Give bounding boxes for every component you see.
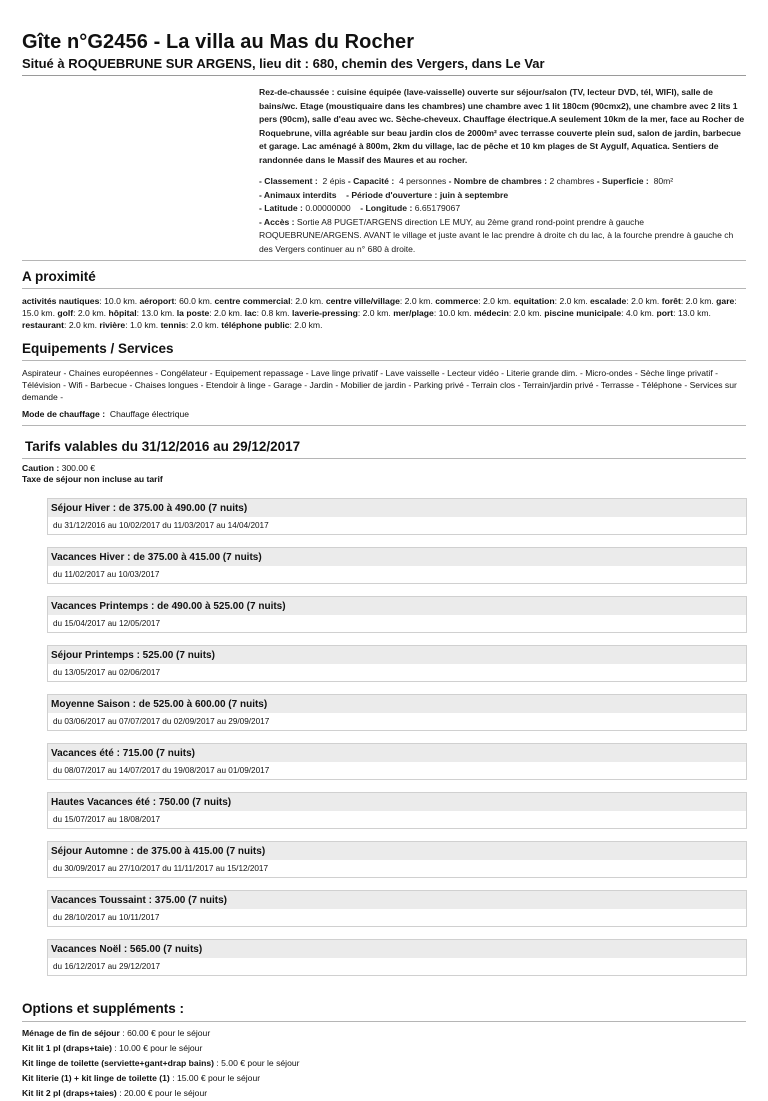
proximite-item-label: mer/plage: [393, 308, 434, 318]
page-title: Gîte n°G2456 - La villa au Mas du Rocher: [22, 31, 415, 53]
acces-label: - Accès :: [259, 216, 295, 227]
option-label: Ménage de fin de séjour: [22, 1028, 120, 1038]
tarif-period: [47, 939, 747, 976]
proximite-item-label: la poste: [176, 308, 210, 318]
tarifs-divider: [22, 458, 746, 459]
header-divider: [22, 75, 746, 76]
tarif-period-dates: du 11/02/2017 au 10/03/2017: [48, 566, 746, 583]
proximite-item-value: 2.0 km.: [77, 308, 107, 318]
proximite-item: forêt: 2.0 km.: [661, 296, 714, 306]
proximite-item-label: hôpital: [108, 308, 137, 318]
superficie-value: 80m²: [653, 176, 674, 186]
option-item: [22, 1071, 746, 1086]
longitude-value: 6.65179067: [414, 203, 461, 213]
tarif-period: [47, 498, 747, 535]
proximite-item: tennis: 2.0 km.: [160, 320, 219, 330]
longitude-label: - Longitude :: [360, 203, 413, 213]
specs-line-2: [259, 189, 746, 203]
capacite-value: 4 personnes: [398, 176, 447, 186]
acces-value: Sortie A8 PUGET/ARGENS direction LE MUY, au 2ème grand rond-point prendre à gauche ROQUEBRUNE/ARGENS. AVANT le village et juste avant le lac prendre à droite ch du lac, à la fourche prendre à gauche ch des Vergers continuer au n° 680 à droite.: [259, 216, 734, 254]
proximite-item-value: 4.0 km.: [625, 308, 655, 318]
proximite-divider: [22, 288, 746, 289]
capacite-label: - Capacité :: [347, 176, 395, 186]
proximite-item-label: activités nautiques: [22, 296, 100, 306]
options-divider: [22, 1021, 746, 1022]
proximite-item-label: forêt: [661, 296, 681, 306]
options-list: [22, 1026, 746, 1101]
specs-acces: [259, 216, 746, 257]
tarif-period: [47, 596, 747, 633]
proximite-title: A proximité: [22, 269, 96, 284]
proximite-item: port: 13.0 km.: [656, 308, 711, 318]
tarifs-section: [22, 439, 746, 976]
option-item: [22, 1026, 746, 1041]
classement-value: 2 épis: [322, 176, 346, 186]
chauffage-line: [22, 408, 746, 420]
option-label: Kit literie (1) + kit linge de toilette (1): [22, 1073, 170, 1083]
proximite-item-value: 13.0 km.: [677, 308, 711, 318]
tarif-period-dates: du 03/06/2017 au 07/07/2017 du 02/09/2017 au 29/09/2017: [48, 713, 746, 730]
proximite-item: centre commercial: 2.0 km.: [214, 296, 324, 306]
classement-label: - Classement :: [259, 176, 318, 186]
tarif-period-head: Vacances Printemps : de 490.00 à 525.00 (7 nuits): [48, 597, 746, 615]
chambres-label: - Nombre de chambres :: [448, 176, 548, 186]
proximite-item-value: 10.0 km.: [104, 296, 138, 306]
proximite-item-value: 2.0 km.: [483, 296, 512, 306]
proximite-item: golf: 2.0 km.: [57, 308, 107, 318]
proximite-item-value: 2.0 km.: [68, 320, 97, 330]
proximite-item-value: 0.8 km.: [261, 308, 290, 318]
tarif-period-head: Séjour Automne : de 375.00 à 415.00 (7 nuits): [48, 842, 746, 860]
option-value: : 5.00 € pour le séjour: [216, 1058, 300, 1068]
chambres-value: 2 chambres: [549, 176, 595, 186]
proximite-item: lac: 0.8 km.: [244, 308, 290, 318]
proximite-item: piscine municipale: 4.0 km.: [544, 308, 655, 318]
proximite-item: téléphone public: 2.0 km.: [221, 320, 323, 330]
proximite-item: commerce: 2.0 km.: [435, 296, 512, 306]
tarif-period: [47, 841, 747, 878]
proximite-item-label: commerce: [435, 296, 479, 306]
equipements-list: Aspirateur - Chaines européennes - Congélateur - Equipement repassage - Lave linge privatif - Lave vaisselle - Lecteur vidéo - Literie grande dim. - Micro-ondes - Sèche linge privatif - Télévision - Wifi - Barbecue - Chaises longues - Etendoir à linge - Garage - Jardin - Mobilier de jardin - Parking privé - Terrain clos - Terrain/jardin privé - Terrasse - Téléphone - Services sur demande -: [22, 368, 737, 402]
specs-block: [259, 175, 746, 256]
proximite-item: restaurant: 2.0 km.: [22, 320, 97, 330]
proximite-item-label: port: [656, 308, 674, 318]
tarifs-title: Tarifs valables du 31/12/2016 au 29/12/2017: [25, 439, 301, 454]
proximite-item-label: lac: [244, 308, 257, 318]
ouverture-value: juin à septembre: [439, 189, 509, 200]
proximite-item-value: 10.0 km.: [438, 308, 472, 318]
tarif-period-head: Vacances été : 715.00 (7 nuits): [48, 744, 746, 762]
tarif-period: [47, 792, 747, 829]
proximite-item-label: téléphone public: [221, 320, 290, 330]
option-item: [22, 1041, 746, 1056]
proximite-item-value: 60.0 km.: [179, 296, 213, 306]
option-item: [22, 1056, 746, 1071]
tarif-period: [47, 890, 747, 927]
proximite-item-value: 2.0 km.: [513, 308, 542, 318]
tarif-period-dates: du 16/12/2017 au 29/12/2017: [48, 958, 746, 975]
tarif-period-dates: du 28/10/2017 au 10/11/2017: [48, 909, 746, 926]
tarif-period-head: Séjour Hiver : de 375.00 à 490.00 (7 nuits): [48, 499, 746, 517]
proximite-item-label: restaurant: [22, 320, 65, 330]
proximite-item-label: médecin: [473, 308, 509, 318]
proximite-item: equitation: 2.0 km.: [513, 296, 588, 306]
proximite-item: rivière: 1.0 km.: [99, 320, 159, 330]
proximite-item: escalade: 2.0 km.: [590, 296, 660, 306]
proximite-item-value: 1.0 km.: [129, 320, 159, 330]
ouverture-label: - Période d'ouverture :: [346, 189, 438, 200]
tarif-period-dates: du 15/07/2017 au 18/08/2017: [48, 811, 746, 828]
proximite-item-label: golf: [57, 308, 74, 318]
proximite-item: laverie-pressing: 2.0 km.: [291, 308, 391, 318]
tarif-period-dates: du 15/04/2017 au 12/05/2017: [48, 615, 746, 632]
tarif-period-head: Moyenne Saison : de 525.00 à 600.00 (7 nuits): [48, 695, 746, 713]
proximite-item-label: escalade: [590, 296, 627, 306]
option-value: : 15.00 € pour le séjour: [172, 1073, 261, 1083]
caution-label: Caution :: [22, 463, 60, 473]
page-subtitle: Situé à ROQUEBRUNE SUR ARGENS, lieu dit : 680, chemin des Vergers, dans Le Var: [22, 56, 545, 71]
proximite-item-label: laverie-pressing: [291, 308, 358, 318]
proximite-item-value: 2.0 km.: [559, 296, 588, 306]
proximite-item: centre ville/village: 2.0 km.: [325, 296, 433, 306]
proximite-item-label: piscine municipale: [544, 308, 622, 318]
tarif-period-dates: du 31/12/2016 au 10/02/2017 du 11/03/2017 au 14/04/2017: [48, 517, 746, 534]
proximite-item-value: 2.0 km.: [631, 296, 660, 306]
tarif-period: [47, 743, 747, 780]
proximite-item-value: 2.0 km.: [404, 296, 433, 306]
proximite-item: mer/plage: 10.0 km.: [393, 308, 472, 318]
tarif-period: [47, 547, 747, 584]
description: Rez-de-chaussée : cuisine équipée (lave-vaisselle) ouverte sur séjour/salon (TV, lecteur DVD, tél, WIFI), salle de bains/wc. Etage (moustiquaire dans les chambres) une chambre avec 1 lit 180cm (90cmx2), une chambre avec 2 lits 1 pers (90cm), salle d'eau avec wc. Sèche-cheveux. Chauffage électrique.A seulement 10km de la mer, face au Rocher de Roquebrune, villa agréable sur beau jardin clos de 2000m² avec terrasse couverte plein sud, salon de jardin, barbecue et garage. Lac aménagé à 800m, 2km du village, lac de pêche et 10 km plages de St Aygulf, Aquatica. Sentiers de randonnée dans le Massif des Maures et au rocher.: [259, 87, 745, 165]
proximite-item: gare: 15.0 km.: [22, 296, 737, 318]
tarif-period-dates: du 13/05/2017 au 02/06/2017: [48, 664, 746, 681]
chauffage-label: Mode de chauffage :: [22, 409, 106, 419]
proximite-item-value: 2.0 km.: [190, 320, 219, 330]
option-value: : 20.00 € pour le séjour: [119, 1088, 208, 1098]
chauffage-divider: [22, 425, 746, 426]
superficie-label: - Superficie :: [596, 176, 649, 186]
animaux: - Animaux interdits: [259, 189, 337, 200]
proximite-item-value: 2.0 km.: [294, 320, 323, 330]
specs-divider: [22, 260, 746, 261]
tarif-period-head: Séjour Printemps : 525.00 (7 nuits): [48, 646, 746, 664]
proximite-item-value: 2.0 km.: [295, 296, 324, 306]
proximite-item-value: 15.0 km.: [22, 308, 55, 318]
option-label: Kit lit 1 pl (draps+taie): [22, 1043, 113, 1053]
proximite-list: [22, 295, 746, 331]
tarif-period-dates: du 30/09/2017 au 27/10/2017 du 11/11/2017 au 15/12/2017: [48, 860, 746, 877]
tarif-period-head: Vacances Toussaint : 375.00 (7 nuits): [48, 891, 746, 909]
proximite-section: [22, 269, 746, 331]
tarif-period: [47, 645, 747, 682]
proximite-item-label: gare: [716, 296, 735, 306]
periods-list: [22, 498, 746, 976]
proximite-item-value: 2.0 km.: [685, 296, 714, 306]
proximite-item-label: centre ville/village: [325, 296, 400, 306]
proximite-item: la poste: 2.0 km.: [176, 308, 243, 318]
caution-line: [22, 463, 746, 474]
specs-line-3: [259, 202, 746, 216]
tarif-period-head: Hautes Vacances été : 750.00 (7 nuits): [48, 793, 746, 811]
proximite-item-value: 2.0 km.: [362, 308, 391, 318]
proximite-item: activités nautiques: 10.0 km.: [22, 296, 138, 306]
taxe-line: Taxe de séjour non incluse au tarif: [22, 474, 163, 484]
option-value: : 60.00 € pour le séjour: [122, 1028, 211, 1038]
proximite-item: hôpital: 13.0 km.: [108, 308, 175, 318]
option-label: Kit linge de toilette (serviette+gant+drap bains): [22, 1058, 214, 1068]
proximite-item-label: equitation: [513, 296, 555, 306]
proximite-item-label: centre commercial: [214, 296, 291, 306]
option-label: Kit lit 2 pl (draps+taies): [22, 1088, 117, 1098]
latitude-value: 0.00000000: [305, 203, 351, 213]
proximite-item-label: rivière: [99, 320, 126, 330]
latitude-label: - Latitude :: [259, 203, 303, 213]
tarif-period: [47, 694, 747, 731]
equipements-section: [22, 341, 746, 426]
proximite-item-label: tennis: [160, 320, 186, 330]
options-title: Options et suppléments :: [22, 1001, 185, 1016]
proximite-item-value: 13.0 km.: [141, 308, 175, 318]
tarif-period-head: Vacances Hiver : de 375.00 à 415.00 (7 nuits): [48, 548, 746, 566]
chauffage-value: Chauffage électrique: [109, 409, 190, 419]
option-value: : 10.00 € pour le séjour: [114, 1043, 203, 1053]
caution-value: 300.00 €: [61, 463, 96, 473]
proximite-item: médecin: 2.0 km.: [473, 308, 542, 318]
proximite-item-value: 2.0 km.: [214, 308, 243, 318]
tarif-period-head: Vacances Noël : 565.00 (7 nuits): [48, 940, 746, 958]
specs-line-1: [259, 175, 746, 189]
equipements-title: Equipements / Services: [22, 341, 174, 356]
option-item: [22, 1086, 746, 1101]
tarif-period-dates: du 08/07/2017 au 14/07/2017 du 19/08/2017 au 01/09/2017: [48, 762, 746, 779]
proximite-item: aéroport: 60.0 km.: [139, 296, 213, 306]
page: [22, 30, 746, 1101]
equipements-divider: [22, 360, 746, 361]
proximite-item-label: aéroport: [139, 296, 175, 306]
